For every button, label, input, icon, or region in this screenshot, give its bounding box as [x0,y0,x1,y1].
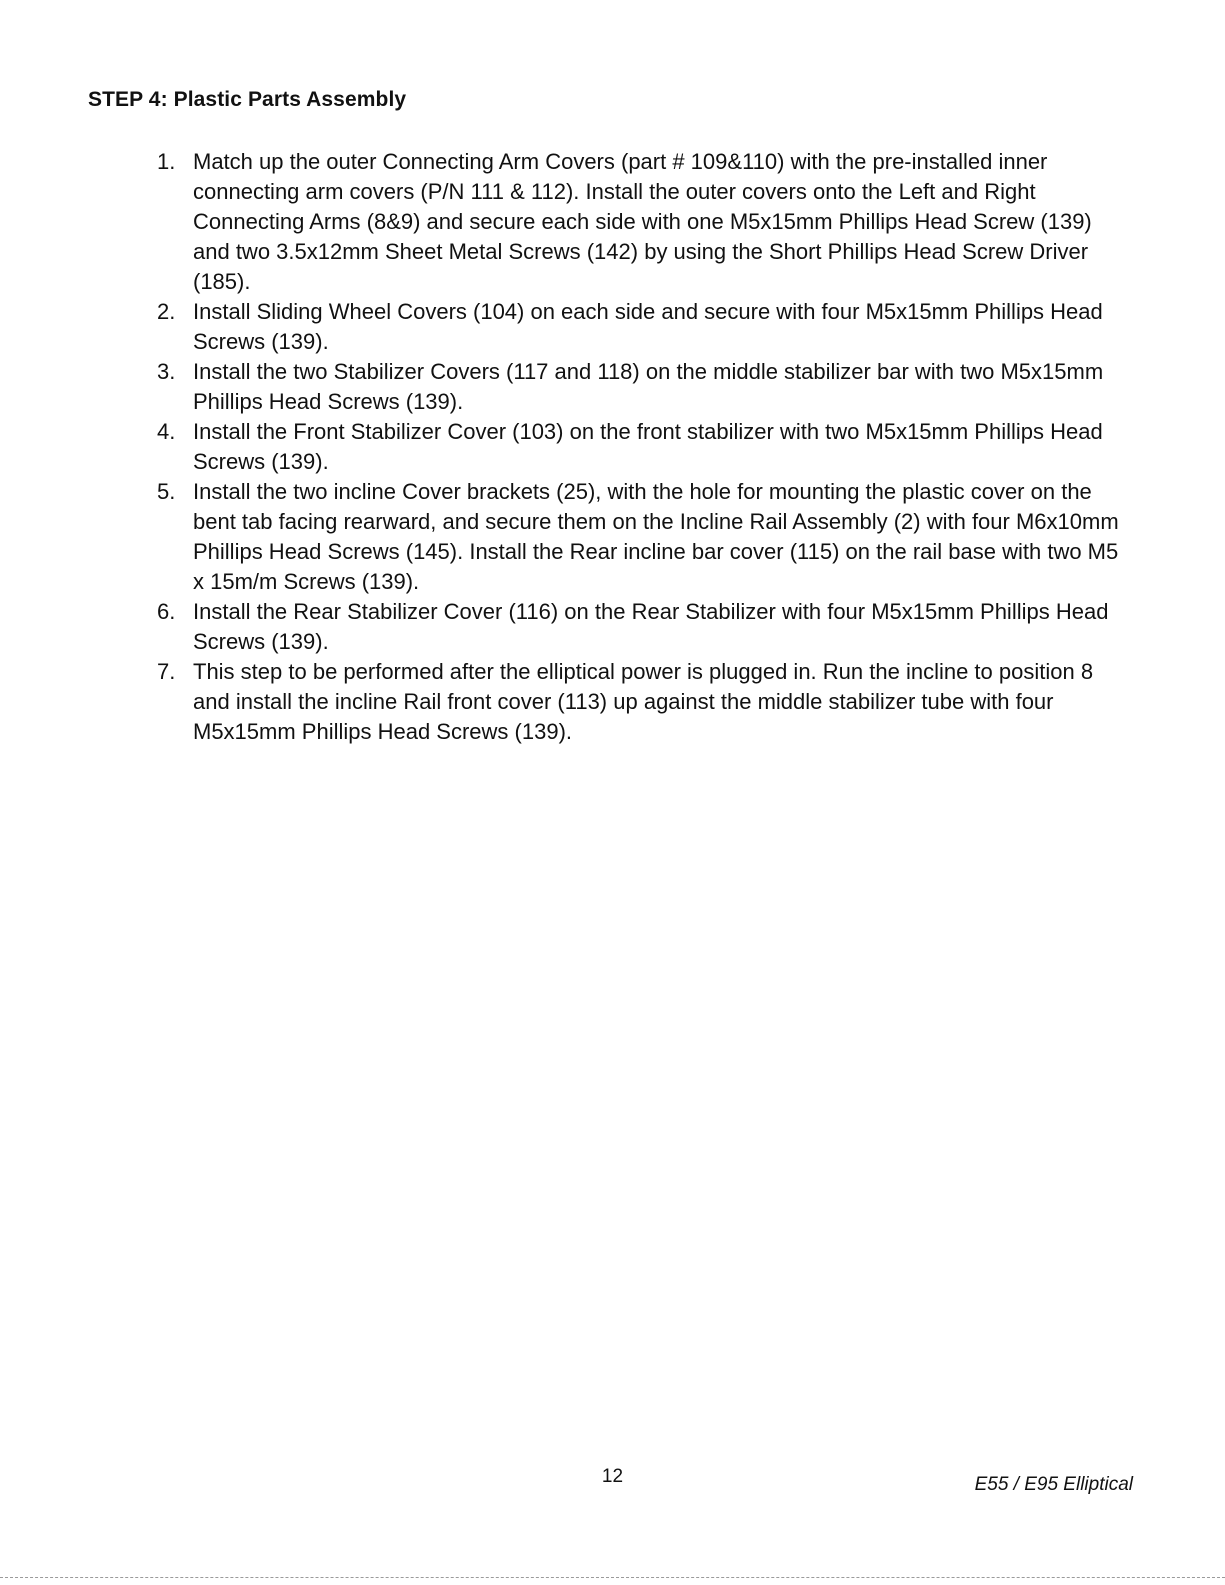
list-item [150,147,1130,297]
step-heading: STEP 4: Plastic Parts Assembly [88,88,407,111]
list-item [150,597,1130,657]
step-text: Install the Rear Stabilizer Cover (116) on the Rear Stabilizer with four M5x15mm Phillips Head Screws (139). [193,599,1109,654]
step-text: Match up the outer Connecting Arm Covers (part # 109&110) with the pre-installed inner connecting arm covers (P/N 111 & 112). Install the outer covers onto the Left and Right Connecting Arms (8&9) and secure each side with one M5x15mm Phillips Head Screw (139) and two 3.5x12mm Sheet Metal Screws (142) by using the Short Phillips Head Screw Driver (185). [193,149,1092,294]
step-number: 1. [157,149,176,174]
step-number: 5. [157,479,176,504]
step-number: 2. [157,299,176,324]
step-number: 6. [157,599,176,624]
bottom-divider [0,1577,1225,1578]
step-text: Install Sliding Wheel Covers (104) on each side and secure with four M5x15mm Phillips Head Screws (139). [193,299,1103,354]
step-text: Install the two incline Cover brackets (25), with the hole for mounting the plastic cover on the bent tab facing rearward, and secure them on the Incline Rail Assembly (2) with four M6x10mm Phillips Head Screws (145). Install the Rear incline bar cover (115) on the rail base with two M5 x 15m/m Screws (139). [193,479,1119,594]
list-item [150,357,1130,417]
step-text: Install the Front Stabilizer Cover (103) on the front stabilizer with two M5x15mm Phillips Head Screws (139). [193,419,1103,474]
step-text: This step to be performed after the elliptical power is plugged in. Run the incline to position 8 and install the incline Rail front cover (113) up against the middle stabilizer tube with four M5x15mm Phillips Head Screws (139). [193,659,1094,744]
step-number: 4. [157,419,176,444]
list-item [150,477,1130,597]
list-item [150,657,1130,747]
model-name: E55 / E95 Elliptical [974,1474,1133,1495]
step-number: 3. [157,359,176,384]
step-text: Install the two Stabilizer Covers (117 and 118) on the middle stabilizer bar with two M5x15mm Phillips Head Screws (139). [193,359,1104,414]
step-number: 7. [157,659,176,684]
page-number: 12 [601,1466,624,1487]
list-item [150,417,1130,477]
instruction-list [150,147,1130,747]
list-item [150,297,1130,357]
